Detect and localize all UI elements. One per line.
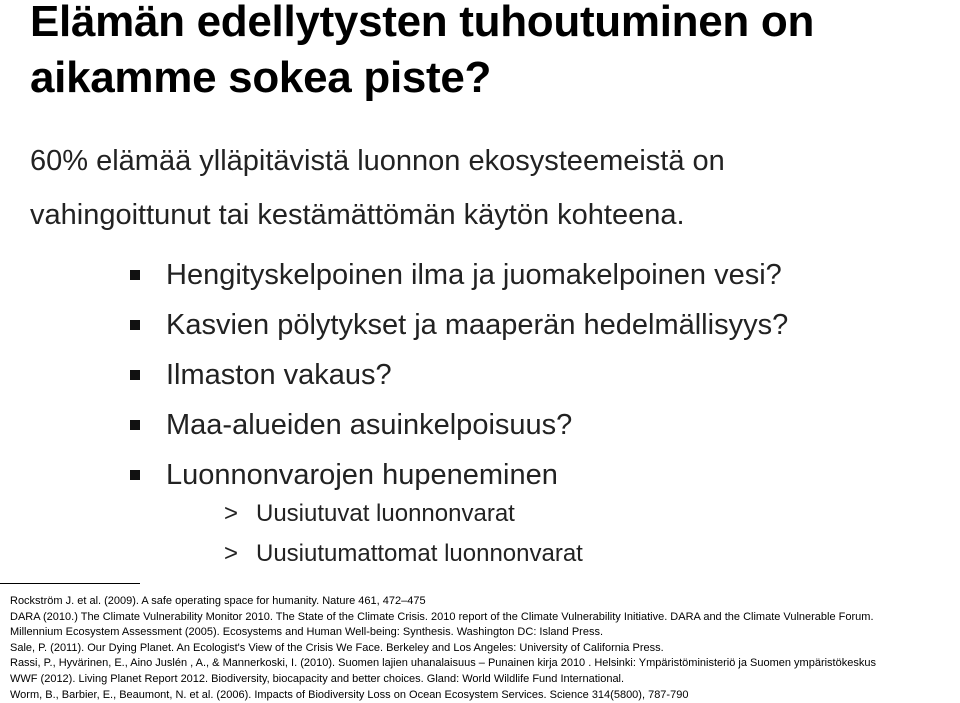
chevron-right-icon: > — [224, 540, 239, 567]
footnote-divider — [0, 583, 140, 584]
bullet-text: Kasvien pölytykset ja maaperän hedelmällisyys? — [166, 309, 789, 341]
reference-item: Rassi, P., Hyvärinen, E., Aino Juslén , A., & Mannerkoski, I. (2010). Suomen lajien uhanalaisuus – Punainen kirja 2010 . Helsinki: Ympäristöministeriö ja Suomen ympäristökeskus — [10, 657, 876, 670]
bullet-item — [130, 350, 788, 400]
bullet-text: Luonnonvarojen hupeneminen — [166, 459, 558, 491]
bullet-text: Maa-alueiden asuinkelpoisuus? — [166, 409, 573, 441]
sub-bullet-item — [224, 494, 583, 534]
square-bullet-icon — [130, 420, 140, 430]
references — [10, 594, 955, 703]
reference-item: Millennium Ecosystem Assessment (2005). Ecosystems and Human Well-being: Synthesis. Washington DC: Island Press. — [10, 626, 604, 639]
square-bullet-icon — [130, 320, 140, 330]
title-line: aikamme sokea piste? — [30, 53, 492, 102]
chevron-right-icon: > — [224, 500, 239, 527]
sub-bullet-item — [224, 534, 583, 574]
title-line: Elämän edellytysten tuhoutuminen on — [30, 0, 815, 46]
bullet-text: Ilmaston vakaus? — [166, 359, 392, 391]
bullet-item — [130, 450, 788, 500]
bullet-item — [130, 250, 788, 300]
bullet-text: Hengityskelpoinen ilma ja juomakelpoinen vesi? — [166, 259, 782, 291]
slide-title — [30, 0, 955, 106]
reference-item: DARA (2010.) The Climate Vulnerability Monitor 2010. The State of the Climate Crisis. 2010 report of the Climate Vulnerability Initiative. DARA and the Climate Vulnerable Forum. — [10, 610, 874, 623]
sub-bullet-text: Uusiutumattomat luonnonvarat — [256, 540, 583, 567]
reference-item: Rockström J. et al. (2009). A safe operating space for humanity. Nature 461, 472–475 — [10, 595, 426, 607]
square-bullet-icon — [130, 370, 140, 380]
reference-item: Worm, B., Barbier, E., Beaumont, N. et al. (2006). Impacts of Biodiversity Loss on Ocean Ecosystem Services. Science 314(5800), 787-790 — [10, 688, 689, 701]
reference-item: Sale, P. (2011). Our Dying Planet. An Ecologist's View of the Crisis We Face. Berkeley and Los Angeles: University of California Press. — [10, 641, 664, 654]
sub-bullet-text: Uusiutuvat luonnonvarat — [256, 500, 515, 527]
intro-text — [30, 134, 930, 242]
sub-bullet-list — [224, 494, 583, 574]
intro-line: 60% elämää ylläpitävistä luonnon ekosysteemeistä on — [30, 145, 725, 177]
bullet-item — [130, 300, 788, 350]
intro-line: vahingoittunut tai kestämättömän käytön kohteena. — [30, 199, 685, 231]
bullet-list — [130, 250, 788, 500]
square-bullet-icon — [130, 470, 140, 480]
square-bullet-icon — [130, 270, 140, 280]
bullet-item — [130, 400, 788, 450]
reference-item: WWF (2012). Living Planet Report 2012. Biodiversity, biocapacity and better choices. Gland: World Wildlife Fund International. — [10, 672, 625, 685]
